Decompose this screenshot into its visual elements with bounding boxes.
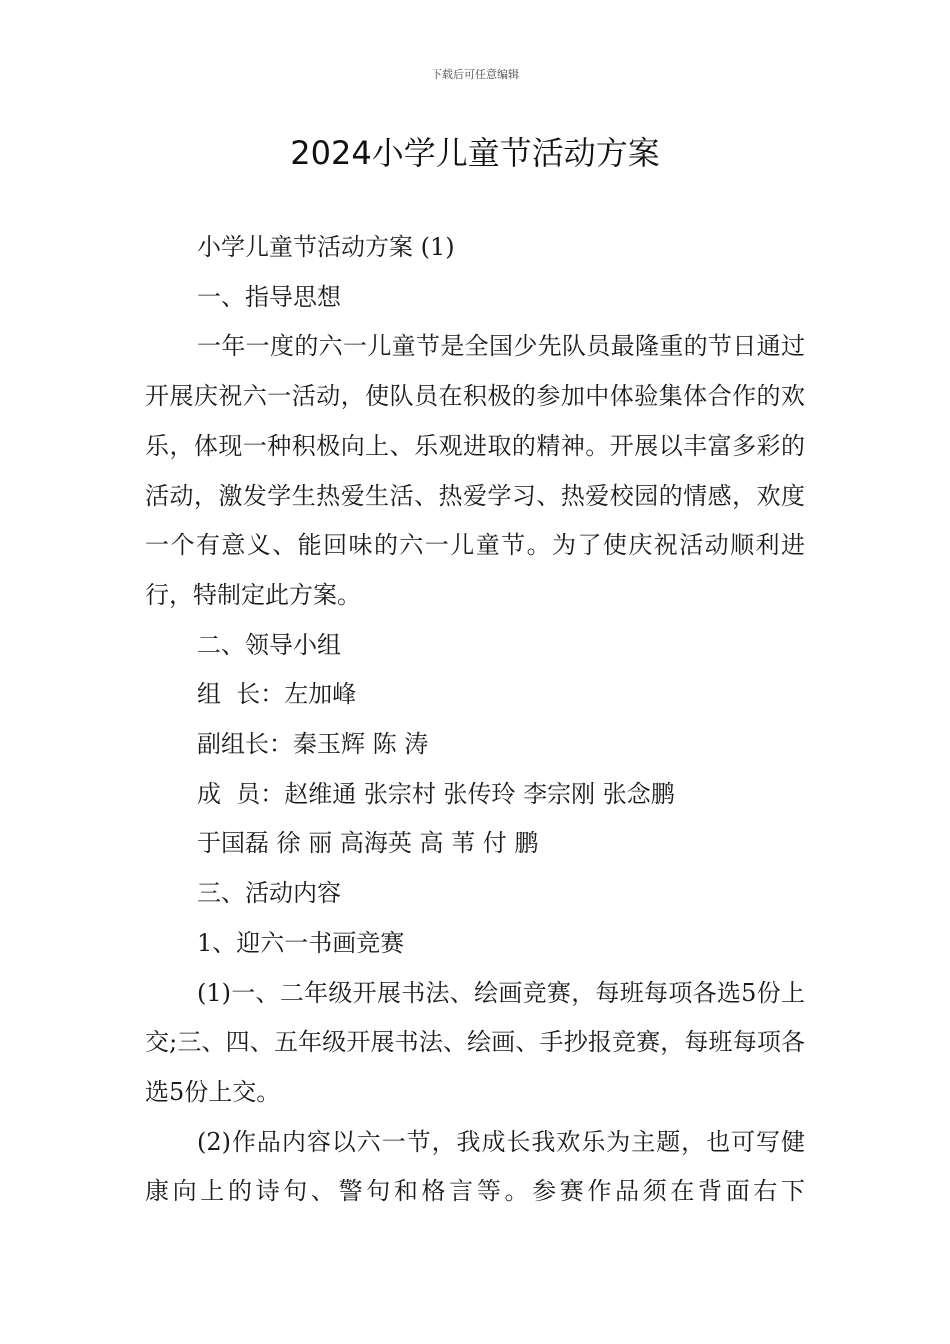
paragraph-contest-rule-2: (2)作品内容以六一节，我成长我欢乐为主题，也可写健康向上的诗句、警句和格言等。参赛作品须在背面右下 [145, 1127, 805, 1206]
document-title: 2024小学儿童节活动方案 [290, 134, 660, 172]
paragraph-contest-rule-1: (1)一、二年级开展书法、绘画竞赛，每班每项各选5份上交;三、四、五年级开展书法、绘画、手抄报竞赛，每班每项各选5份上交。 [145, 978, 805, 1106]
document-body [145, 223, 805, 1217]
heading-guiding-thought: 一、指导思想 [197, 282, 341, 311]
section-subtitle: 小学儿童节活动方案 (1) [197, 233, 455, 261]
paragraph-guiding-thought: 一年一度的六一儿童节是全国少先队员最隆重的节日通过开展庆祝六一活动，使队员在积极的参加中体验集体合作的欢乐，体现一种积极向上、乐观进取的精神。开展以丰富多彩的活动，激发学生热爱生活、热爱学习、热爱校园的情感，欢度一个有意义、能回味的六一儿童节。为了使庆祝活动顺利进行，特制定此方案。 [145, 332, 805, 609]
members-line: 成 员：赵维通 张宗村 张传玲 李宗刚 张念鹏 [197, 779, 675, 808]
members-line-continued: 于国磊 徐 丽 高海英 高 苇 付 鹏 [197, 829, 539, 858]
leader-line: 组 长：左加峰 [197, 680, 357, 709]
deputy-leader-line: 副组长：秦玉辉 陈 涛 [197, 730, 429, 759]
heading-activity-content: 三、活动内容 [197, 879, 341, 908]
item-calligraphy-contest: 1、迎六一书画竞赛 [197, 928, 405, 957]
heading-leadership-group: 二、领导小组 [197, 630, 341, 659]
header-note: 下载后可任意编辑 [431, 68, 519, 81]
